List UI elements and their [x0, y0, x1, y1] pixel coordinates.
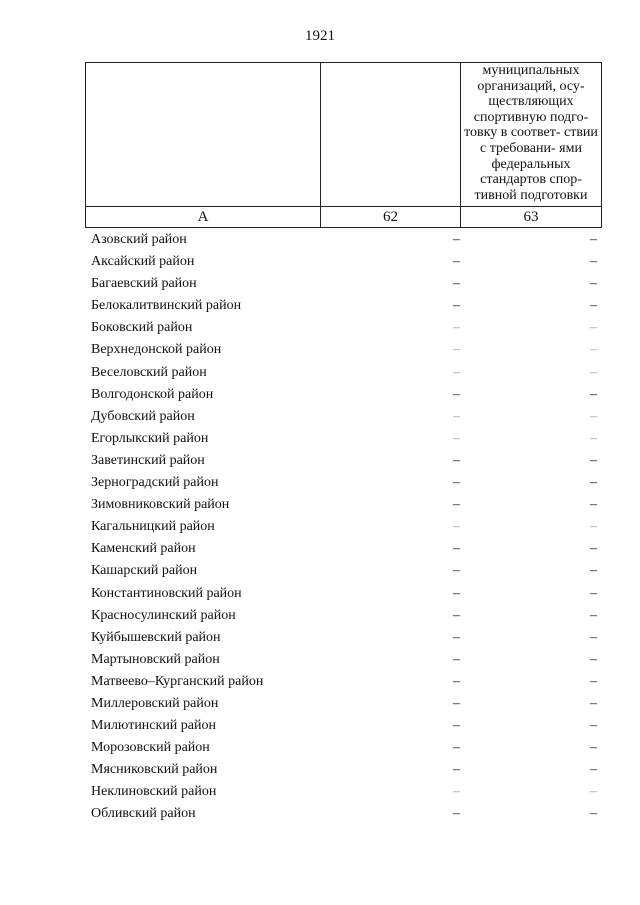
table-row [91, 803, 597, 825]
value-col-62: – [453, 695, 460, 711]
table-row [91, 317, 597, 339]
value-col-63: – [590, 342, 597, 358]
value-col-63: – [590, 386, 597, 402]
district-name: Каменский район [91, 541, 196, 557]
table-row [91, 538, 597, 560]
table-row [91, 472, 597, 494]
value-col-63: – [590, 784, 597, 800]
value-col-63: – [590, 452, 597, 468]
district-name: Зимовниковский район [91, 497, 230, 513]
value-col-63: – [590, 430, 597, 446]
table-row [91, 406, 597, 428]
value-col-62: – [453, 673, 460, 689]
district-name: Кашарский район [91, 563, 198, 579]
header-col-63 [461, 63, 602, 207]
district-name: Милютинский район [91, 718, 217, 734]
value-col-62: – [453, 519, 460, 535]
district-name: Белокалитвинский район [91, 298, 242, 314]
value-col-63: – [590, 585, 597, 601]
header-col-63-text: муниципальных организаций, осу- ществляющих спортивную подго- товку в соответ- ствии с требовани- ями федеральных стандартов спор- тивной подготовки [464, 63, 598, 203]
column-number-63: 63 [461, 207, 602, 228]
table-row [91, 273, 597, 295]
value-col-62: – [453, 475, 460, 491]
value-col-62: – [453, 806, 460, 822]
value-col-63: – [590, 475, 597, 491]
value-col-62: – [453, 784, 460, 800]
value-col-63: – [590, 718, 597, 734]
district-name: Мясниковский район [91, 762, 218, 778]
district-name: Константиновский район [91, 585, 242, 601]
header-col-a [86, 63, 321, 207]
district-name: Миллеровский район [91, 695, 219, 711]
district-name: Куйбышевский район [91, 629, 221, 645]
value-col-63: – [590, 541, 597, 557]
value-col-63: – [590, 695, 597, 711]
value-col-63: – [590, 276, 597, 292]
table-row [91, 494, 597, 516]
column-letters-row [86, 207, 602, 228]
table-row [91, 362, 597, 384]
value-col-62: – [453, 430, 460, 446]
value-col-63: – [590, 232, 597, 247]
district-name: Веселовский район [91, 364, 207, 380]
value-col-62: – [453, 452, 460, 468]
value-col-62: – [453, 386, 460, 402]
value-col-63: – [590, 762, 597, 778]
value-col-63: – [590, 563, 597, 579]
table-row [91, 605, 597, 627]
table-row [91, 715, 597, 737]
value-col-62: – [453, 718, 460, 734]
table-row [91, 450, 597, 472]
district-name: Азовский район [91, 232, 187, 247]
value-col-62: – [453, 607, 460, 623]
district-name: Кагальницкий район [91, 519, 215, 535]
value-col-63: – [590, 651, 597, 667]
district-name: Неклиновский район [91, 784, 217, 800]
district-name: Заветинский район [91, 452, 205, 468]
table-row [91, 251, 597, 273]
table-row [91, 295, 597, 317]
district-name: Волгодонской район [91, 386, 214, 402]
value-col-63: – [590, 629, 597, 645]
value-col-62: – [453, 651, 460, 667]
value-col-63: – [590, 408, 597, 424]
value-col-62: – [453, 320, 460, 336]
district-name: Матвеево–Курганский район [91, 673, 264, 689]
district-name: Верхнедонской район [91, 342, 222, 358]
value-col-63: – [590, 364, 597, 380]
table-row [91, 339, 597, 361]
table-row [91, 516, 597, 538]
column-letter-a: А [86, 207, 321, 228]
value-col-63: – [590, 254, 597, 270]
table-row [91, 229, 597, 251]
district-name: Морозовский район [91, 740, 210, 756]
value-col-63: – [590, 673, 597, 689]
value-col-62: – [453, 364, 460, 380]
value-col-63: – [590, 298, 597, 314]
value-col-63: – [590, 607, 597, 623]
table-row [91, 759, 597, 781]
table-row [91, 560, 597, 582]
table-header [85, 62, 602, 228]
table-row [91, 384, 597, 406]
value-col-62: – [453, 276, 460, 292]
value-col-63: – [590, 806, 597, 822]
value-col-62: – [453, 298, 460, 314]
value-col-62: – [453, 563, 460, 579]
table-row [91, 737, 597, 759]
value-col-63: – [590, 320, 597, 336]
district-name: Мартыновский район [91, 651, 220, 667]
value-col-62: – [453, 497, 460, 513]
table-row [91, 649, 597, 671]
value-col-62: – [453, 254, 460, 270]
district-name: Боковский район [91, 320, 193, 336]
district-name: Красносулинский район [91, 607, 236, 623]
value-col-62: – [453, 585, 460, 601]
value-col-62: – [453, 342, 460, 358]
value-col-63: – [590, 740, 597, 756]
value-col-62: – [453, 740, 460, 756]
header-col-62 [321, 63, 461, 207]
table-row [91, 583, 597, 605]
value-col-62: – [453, 541, 460, 557]
table-row [91, 428, 597, 450]
district-list [91, 229, 597, 826]
value-col-62: – [453, 408, 460, 424]
table-row [91, 627, 597, 649]
district-name: Егорлыкский район [91, 430, 209, 446]
page-number: 1921 [305, 28, 335, 44]
district-name: Аксайский район [91, 254, 195, 270]
district-name: Зерноградский район [91, 475, 219, 491]
header-text-row [86, 63, 602, 207]
table-row [91, 671, 597, 693]
value-col-62: – [453, 762, 460, 778]
district-name: Обливский район [91, 806, 196, 822]
value-col-62: – [453, 629, 460, 645]
value-col-63: – [590, 497, 597, 513]
table-row [91, 781, 597, 803]
value-col-63: – [590, 519, 597, 535]
value-col-62: – [453, 232, 460, 247]
table-row [91, 693, 597, 715]
district-name: Багаевский район [91, 276, 197, 292]
column-number-62: 62 [321, 207, 461, 228]
district-name: Дубовский район [91, 408, 195, 424]
